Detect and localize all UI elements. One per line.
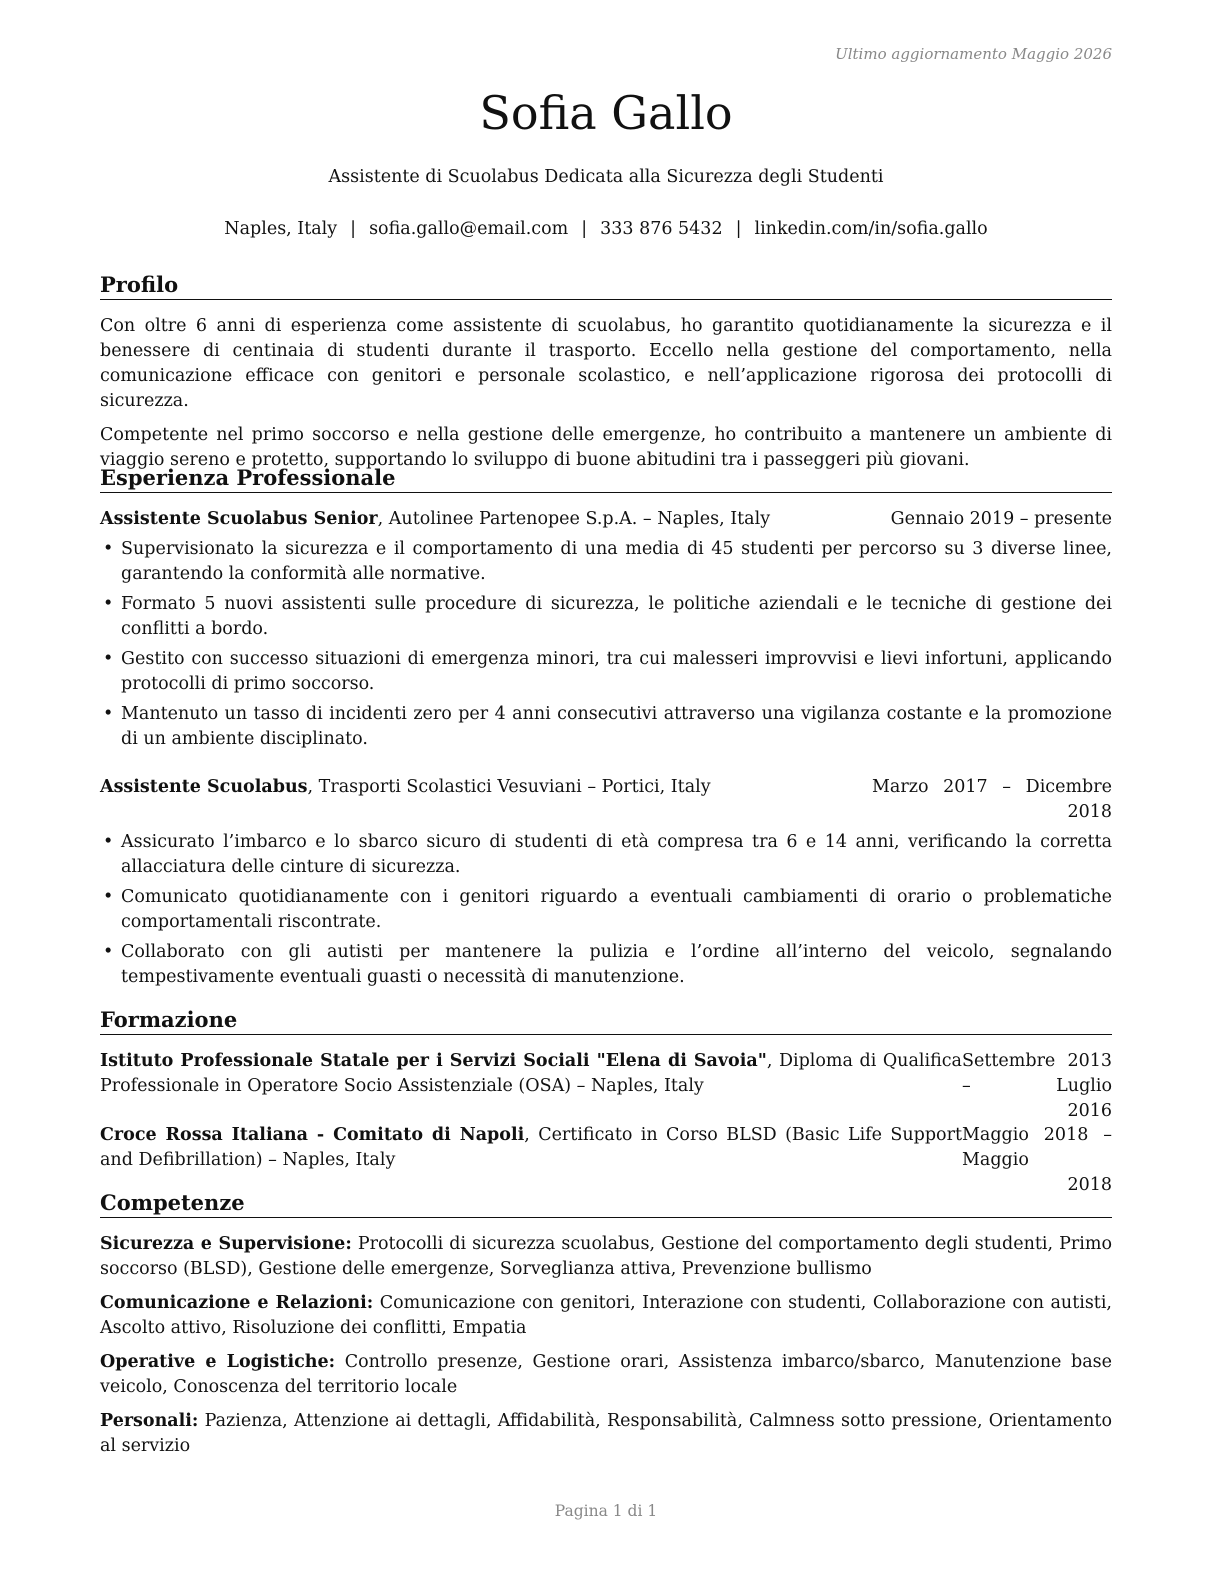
job-org: , Trasporti Scolastici Vesuviani – Portici, Italy	[307, 777, 711, 797]
profile-paragraph: Competente nel primo soccorso e nella gestione delle emergenze, ho contribuito a mantenere un ambiente di viaggio sereno e protetto, supportando lo sviluppo di buone abitudini tra i passeggeri più giovani.	[100, 425, 1112, 470]
bullet-icon: •	[103, 942, 114, 962]
job-header	[100, 507, 1112, 532]
section-title-experience: Esperienza Professionale	[100, 465, 1112, 493]
skill-group	[100, 1350, 1112, 1400]
profile-section	[100, 314, 1112, 473]
contact-separator: |	[735, 219, 742, 239]
skill-group	[100, 1409, 1112, 1459]
job-role: Assistente Scuolabus	[100, 777, 308, 797]
contact-line	[100, 219, 1112, 239]
list-item: • Mantenuto un tasso di incidenti zero per 4 anni consecutivi attraverso una vigilanza costante e la promozione di un ambiente disciplinato.	[103, 704, 1112, 749]
education-detail: , Certificato in Corso BLSD (Basic Life Support and Defibrillation) – Naples, Italy	[100, 1125, 962, 1170]
contact-email[interactable]: sofia.gallo@email.com	[369, 219, 569, 239]
education-date: Settembre 2013 – Luglio 2016	[962, 1051, 1112, 1121]
job-date: Gennaio 2019 – presente	[890, 509, 1112, 529]
contact-separator: |	[350, 219, 357, 239]
skill-group	[100, 1232, 1112, 1282]
bullet-icon: •	[103, 539, 114, 559]
section-title-skills: Competenze	[100, 1190, 1112, 1218]
page-number: Pagina 1 di 1	[554, 1502, 658, 1520]
education-date: Maggio 2018 – Maggio 2018	[962, 1125, 1112, 1195]
section-title-profile: Profilo	[100, 272, 1112, 300]
skill-text: Protocolli di sicurezza scuolabus, Gestione del comportamento degli studenti, Primo soccorso (BLSD), Gestione delle emergenze, Sorveglianza attiva, Prevenzione bullismo	[100, 1234, 1112, 1279]
list-item: • Assicurato l’imbarco e lo sbarco sicuro di studenti di età compresa tra 6 e 14 anni, verificando la corretta allacciatura delle cinture di sicurezza.	[103, 832, 1112, 877]
profile-paragraph: Con oltre 6 anni di esperienza come assistente di scuolabus, ho garantito quotidianamente la sicurezza e il benessere di centinaia di studenti durante il trasporto. Eccello nella gestione del comportamento, nella comunicazione efficace con genitori e personale scolastico, e nell’applicazione rigorosa dei protocolli di sicurezza.	[100, 316, 1112, 411]
skill-label: Operative e Logistiche:	[100, 1352, 336, 1372]
contact-separator: |	[581, 219, 588, 239]
last-updated: Ultimo aggiornamento Maggio 2026	[835, 45, 1112, 63]
list-item: • Supervisionato la sicurezza e il comportamento di una media di 45 studenti per percorso su 3 diverse linee, garantendo la conformità alle normative.	[103, 539, 1112, 584]
contact-linkedin[interactable]: linkedin.com/in/sofia.gallo	[754, 219, 988, 239]
job-entry	[100, 775, 1112, 995]
bullet-icon: •	[103, 594, 114, 614]
bullet-icon: •	[103, 704, 114, 724]
list-item: • Gestito con successo situazioni di emergenza minori, tra cui malesseri improvvisi e lievi infortuni, applicando protocolli di primo soccorso.	[103, 649, 1112, 694]
job-date: Marzo 2017 – Dicembre 2018	[872, 777, 1112, 822]
job-header	[100, 775, 1112, 825]
skills-section	[100, 1232, 1112, 1468]
skill-label: Personali:	[100, 1411, 199, 1431]
contact-location: Naples, Italy	[224, 219, 338, 239]
job-bullets	[100, 537, 1112, 752]
skill-text: Comunicazione con genitori, Interazione con studenti, Collaborazione con autisti, Ascolto attivo, Risoluzione dei conflitti, Empatia	[100, 1293, 1112, 1338]
education-school: Istituto Professionale Statale per i Servizi Sociali "Elena di Savoia"	[100, 1051, 767, 1071]
education-entry	[100, 1049, 1112, 1121]
skill-group	[100, 1291, 1112, 1341]
education-school: Croce Rossa Italiana - Comitato di Napoli	[100, 1125, 525, 1145]
skill-label: Sicurezza e Supervisione:	[100, 1234, 352, 1254]
job-entry	[100, 507, 1112, 757]
section-title-education: Formazione	[100, 1007, 1112, 1035]
list-item: • Comunicato quotidianamente con i genitori riguardo a eventuali cambiamenti di orario o problematiche comportamentali riscontrate.	[103, 887, 1112, 932]
education-detail: , Diploma di Qualifica Professionale in Operatore Socio Assistenziale (OSA) – Naples, Italy	[100, 1051, 962, 1096]
skill-text: Controllo presenze, Gestione orari, Assistenza imbarco/sbarco, Manutenzione base veicolo, Conoscenza del territorio locale	[100, 1352, 1112, 1397]
list-item: • Formato 5 nuovi assistenti sulle procedure di sicurezza, le politiche aziendali e le tecniche di gestione dei conflitti a bordo.	[103, 594, 1112, 639]
bullet-icon: •	[103, 649, 114, 669]
candidate-tagline: Assistente di Scuolabus Dedicata alla Sicurezza degli Studenti	[328, 167, 884, 187]
skill-label: Comunicazione e Relazioni:	[100, 1293, 374, 1313]
job-role: Assistente Scuolabus Senior	[100, 509, 378, 529]
job-bullets	[100, 830, 1112, 990]
contact-phone: 333 876 5432	[600, 219, 723, 239]
bullet-icon: •	[103, 887, 114, 907]
list-item: • Collaborato con gli autisti per mantenere la pulizia e l’ordine all’interno del veicolo, segnalando tempestivamente eventuali guasti o necessità di manutenzione.	[103, 942, 1112, 987]
candidate-name: Sofia Gallo	[479, 86, 733, 140]
bullet-icon: •	[103, 832, 114, 852]
skill-text: Pazienza, Attenzione ai dettagli, Affidabilità, Responsabilità, Calmness sotto pressione, Orientamento al servizio	[100, 1411, 1112, 1456]
education-entry	[100, 1123, 1112, 1195]
job-org: , Autolinee Partenopee S.p.A. – Naples, Italy	[377, 509, 771, 529]
